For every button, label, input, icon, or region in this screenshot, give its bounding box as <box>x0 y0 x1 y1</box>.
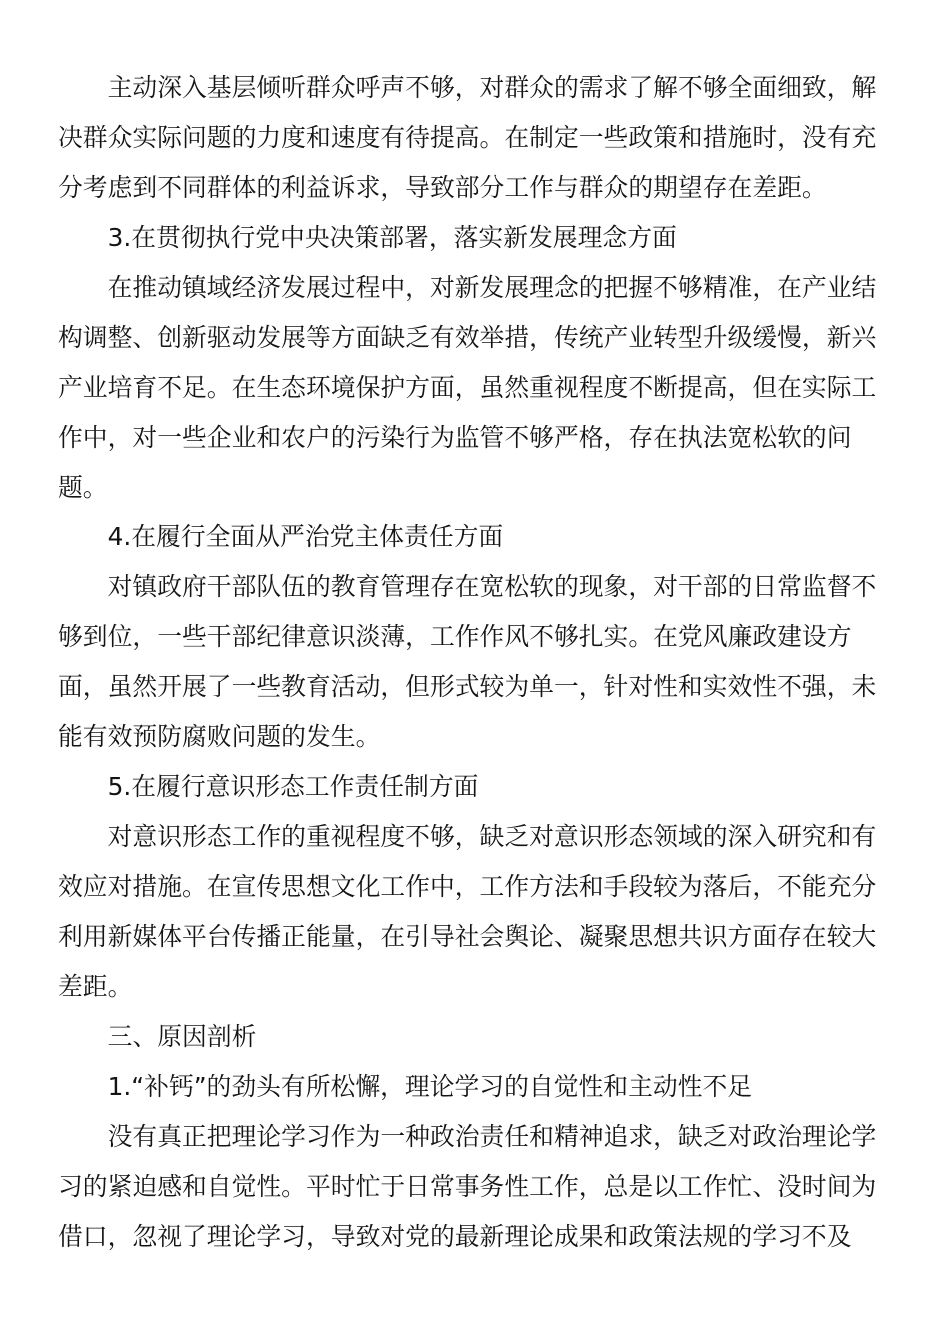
paragraph-line: 构调整、创新驱动发展等方面缺乏有效举措，传统产业转型升级缓慢，新兴 <box>58 322 877 352</box>
paragraph-line: 借口，忽视了理论学习，导致对党的最新理论成果和政策法规的学习不及 <box>58 1221 852 1251</box>
paragraph-line: 作中，对一些企业和农户的污染行为监管不够严格，存在执法宽松软的问 <box>58 422 852 452</box>
paragraph-economic-development <box>58 263 880 513</box>
heading-theory-study: 1.“补钙”的劲头有所松懈，理论学习的自觉性和主动性不足 <box>107 1071 753 1101</box>
paragraph-cadre-supervision <box>58 562 880 762</box>
paragraph-line: 能有效预防腐败问题的发生。 <box>58 722 381 752</box>
paragraph-line: 决群众实际问题的力度和速度有待提高。在制定一些政策和措施时，没有充 <box>58 122 877 152</box>
paragraph-line: 分考虑到不同群体的利益诉求，导致部分工作与群众的期望存在差距。 <box>58 172 827 202</box>
paragraph-listening-to-masses <box>58 63 880 213</box>
paragraph-line: 面，虽然开展了一些教育活动，但形式较为单一，针对性和实效性不强，未 <box>58 672 877 702</box>
paragraph-line: 够到位，一些干部纪律意识淡薄，工作作风不够扎实。在党风廉政建设方 <box>58 622 852 652</box>
heading-implementing-central-decisions: 3.在贯彻执行党中央决策部署，落实新发展理念方面 <box>107 222 677 252</box>
document-page <box>58 63 880 1262</box>
paragraph-line: 对意识形态工作的重视程度不够，缺乏对意识形态领域的深入研究和有 <box>107 822 877 852</box>
heading-cause-analysis: 三、原因剖析 <box>107 1021 257 1051</box>
paragraph-line: 对镇政府干部队伍的教育管理存在宽松软的现象，对干部的日常监督不 <box>107 572 877 602</box>
paragraph-line: 题。 <box>58 472 108 502</box>
paragraph-line: 习的紧迫感和自觉性。平时忙于日常事务性工作，总是以工作忙、没时间为 <box>58 1171 877 1201</box>
paragraph-line: 主动深入基层倾听群众呼声不够，对群众的需求了解不够全面细致，解 <box>107 73 877 102</box>
heading-party-governance: 4.在履行全面从严治党主体责任方面 <box>107 522 504 552</box>
paragraph-line: 在推动镇域经济发展过程中，对新发展理念的把握不够精准，在产业结 <box>107 272 877 302</box>
paragraph-line: 差距。 <box>58 971 133 1001</box>
paragraph-line: 产业培育不足。在生态环境保护方面，虽然重视程度不断提高，但在实际工 <box>58 372 877 402</box>
paragraph-line: 效应对措施。在宣传思想文化工作中，工作方法和手段较为落后，不能充分 <box>58 872 877 901</box>
paragraph-ideology-work <box>58 812 880 1012</box>
paragraph-theory-study <box>58 1112 880 1262</box>
paragraph-line: 没有真正把理论学习作为一种政治责任和精神追求，缺乏对政治理论学 <box>107 1121 877 1151</box>
paragraph-line: 利用新媒体平台传播正能量，在引导社会舆论、凝聚思想共识方面存在较大 <box>58 921 877 951</box>
heading-ideology-responsibility: 5.在履行意识形态工作责任制方面 <box>107 772 479 802</box>
